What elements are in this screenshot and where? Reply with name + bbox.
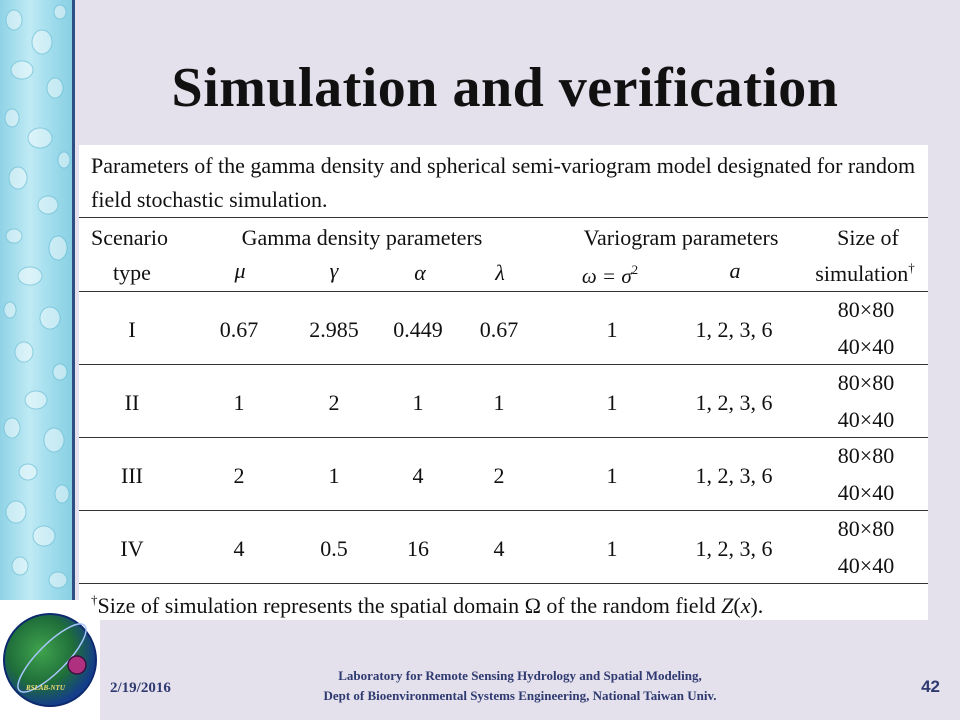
cell-omega: 1 [606, 390, 618, 415]
cell-alpha: 1 [412, 390, 424, 415]
cell-gamma: 2 [328, 390, 340, 415]
cell-a: 1, 2, 3, 6 [695, 463, 773, 488]
cell-type: II [124, 390, 140, 415]
header-a: a [729, 258, 741, 283]
footer-lab-line2: Dept of Bioenvironmental Systems Engineering, National Taiwan Univ. [323, 688, 717, 703]
cell-alpha: 4 [412, 463, 424, 488]
cell-lambda: 1 [493, 390, 505, 415]
cell-mu: 1 [233, 390, 245, 415]
header-gamma: γ [329, 258, 339, 283]
cell-size-40: 40×40 [837, 334, 895, 359]
cell-mu: 4 [233, 536, 245, 561]
page-number: 42 [921, 677, 940, 696]
cell-lambda: 2 [493, 463, 505, 488]
cell-size-40: 40×40 [837, 407, 895, 432]
header-dagger: † [908, 260, 915, 275]
header-size-of: Size of [837, 225, 899, 250]
cell-a: 1, 2, 3, 6 [695, 390, 773, 415]
table-rule [79, 364, 928, 365]
cell-lambda: 0.67 [479, 317, 519, 342]
cell-gamma: 0.5 [320, 536, 348, 561]
header-alpha: α [414, 260, 426, 285]
decorative-water-strip [0, 0, 74, 600]
header-simulation-text: simulation [815, 261, 909, 286]
footnote-dagger: † [91, 592, 98, 607]
cell-size-80: 80×80 [837, 370, 895, 395]
footnote-text: Size of simulation represents the spatial domain Ω of the random field [97, 593, 722, 618]
cell-a: 1, 2, 3, 6 [695, 317, 773, 342]
slide-title: Simulation and verification [171, 57, 839, 119]
header-lambda: λ [495, 260, 505, 285]
cell-size-80: 80×80 [837, 443, 895, 468]
header-mu: μ [234, 258, 246, 283]
header-simulation [815, 260, 914, 287]
cell-omega: 1 [606, 317, 618, 342]
strip-edge-line [72, 0, 75, 600]
footnote-z: Z [721, 593, 734, 618]
cell-size-80: 80×80 [837, 516, 895, 541]
cell-lambda: 4 [493, 536, 505, 561]
header-gamma-group: Gamma density parameters [241, 225, 483, 250]
header-omega-sigma [582, 262, 638, 289]
cell-size-40: 40×40 [837, 480, 895, 505]
cell-type: I [128, 317, 136, 342]
table-caption: Parameters of the gamma density and spherical semi-variogram model designated for random field stochastic simulation. [91, 153, 916, 212]
footnote-x: x [740, 593, 751, 618]
header-omega-exponent: 2 [631, 262, 639, 277]
cell-gamma: 2.985 [309, 317, 359, 342]
footnote-paren-close: ). [750, 593, 764, 618]
cell-mu: 2 [233, 463, 245, 488]
cell-a: 1, 2, 3, 6 [695, 536, 773, 561]
cell-type: III [121, 463, 143, 488]
footer-date: 2/19/2016 [110, 680, 171, 696]
header-scenario: Scenario [91, 225, 168, 250]
cell-size-40: 40×40 [837, 553, 895, 578]
table-rule [79, 510, 928, 511]
header-type: type [113, 260, 151, 285]
table-footnote [91, 592, 763, 619]
header-variogram-group: Variogram parameters [583, 225, 779, 250]
cell-mu: 0.67 [219, 317, 259, 342]
cell-type: IV [120, 536, 144, 561]
table-rule [79, 437, 928, 438]
footer-lab-info [260, 666, 780, 706]
cell-omega: 1 [606, 536, 618, 561]
cell-size-80: 80×80 [837, 297, 895, 322]
parameters-table [79, 145, 928, 620]
logo-text: RSLAB-NTU [26, 684, 65, 692]
header-omega-sigma-text: ω = σ [581, 264, 632, 288]
cell-alpha: 0.449 [393, 317, 443, 342]
water-drops-pattern [0, 0, 74, 600]
footnote-paren-open: ( [733, 593, 741, 618]
cell-gamma: 1 [328, 463, 340, 488]
cell-omega: 1 [606, 463, 618, 488]
footer-lab-line1: Laboratory for Remote Sensing Hydrology and Spatial Modeling, [338, 668, 702, 683]
table-rule [79, 291, 928, 292]
cell-alpha: 16 [407, 536, 429, 561]
table-rule [79, 583, 928, 584]
table-rule [79, 217, 928, 218]
